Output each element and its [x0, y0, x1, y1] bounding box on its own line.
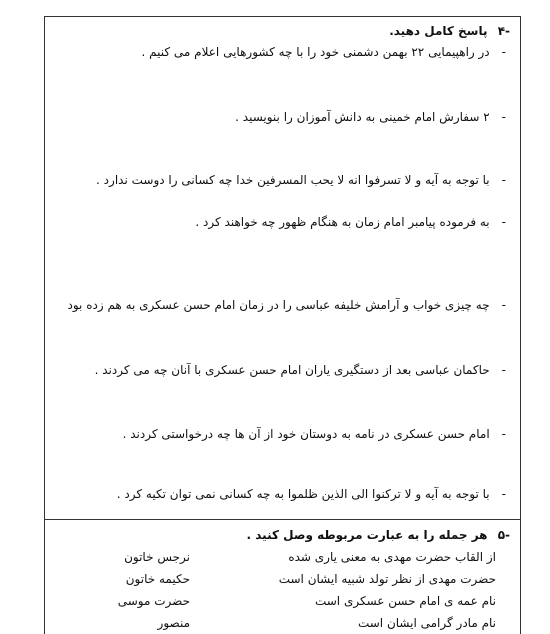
q4-item-text: امام حسن عسکری در نامه به دوستان خود از آن ها چه درخواستی کردند . [122, 427, 490, 441]
q5-answer-3: حضرت موسی [117, 594, 190, 608]
q4-item-7 [123, 426, 506, 442]
q5-answer-4: منصور [157, 616, 190, 630]
q4-item-text: با توجه به آیه و لا ترکنوا الی الذین ظلموا به چه کسانی نمی توان تکیه کرد . [116, 487, 490, 501]
bullet-dash: - [501, 427, 506, 441]
q5-answer-1: نرجس خاتون [124, 550, 190, 564]
question-sheet [44, 16, 521, 634]
q5-statement-4: نام مادر گرامی ایشان است [357, 616, 496, 630]
q5-answer-2: حکیمه خاتون [125, 572, 190, 586]
q4-item-5 [68, 297, 507, 313]
bullet-dash: - [501, 110, 506, 124]
q4-item-8 [117, 486, 506, 502]
bullet-dash: - [501, 173, 506, 187]
q5-statement-3: نام عمه ی امام حسن عسکری است [314, 594, 496, 608]
q4-item-text: چه چیزی خواب و آرامش خلیفه عباسی را در زمان امام حسن عسکری به هم زده بود [67, 298, 490, 312]
q5-statement-1: از القاب حضرت مهدی به معنی یاری شده [288, 550, 496, 564]
bullet-dash: - [501, 298, 506, 312]
q4-item-text: حاکمان عباسی بعد از دستگیری یاران امام حسن عسکری با آنان چه می کردند . [94, 363, 490, 377]
bullet-dash: - [501, 487, 506, 501]
q5-number: -۵ [497, 528, 510, 542]
section-divider [45, 519, 520, 520]
q4-item-text: در راهپیمایی ۲۲ بهمن دشمنی خود را با چه کشورهایی اعلام می کنیم . [141, 45, 490, 59]
q4-item-text: با توجه به آیه و لا تسرفوا انه لا یحب المسرفین خدا چه کسانی را دوست ندارد . [96, 173, 490, 187]
q4-item-1 [142, 44, 506, 60]
q4-number: -۴ [497, 24, 510, 38]
q4-item-2 [235, 109, 506, 125]
q5-title: هر جمله را به عبارت مربوطه وصل کنید . [246, 528, 488, 542]
q4-header [389, 23, 510, 39]
q5-statement-2: حضرت مهدی از نظر تولد شبیه ایشان است [278, 572, 496, 586]
bullet-dash: - [501, 363, 506, 377]
q4-item-text: ۲ سفارش امام خمینی به دانش آموزان را بنویسید . [235, 110, 490, 124]
q4-title: پاسخ کامل دهید. [389, 24, 488, 38]
q4-item-text: به فرموده پیامبر امام زمان به هنگام ظهور چه خواهند کرد . [195, 215, 490, 229]
bullet-dash: - [501, 45, 506, 59]
q4-item-6 [95, 362, 506, 378]
bullet-dash: - [501, 215, 506, 229]
q5-header [247, 527, 510, 543]
q4-item-3 [96, 172, 506, 188]
q4-item-4 [195, 214, 506, 230]
